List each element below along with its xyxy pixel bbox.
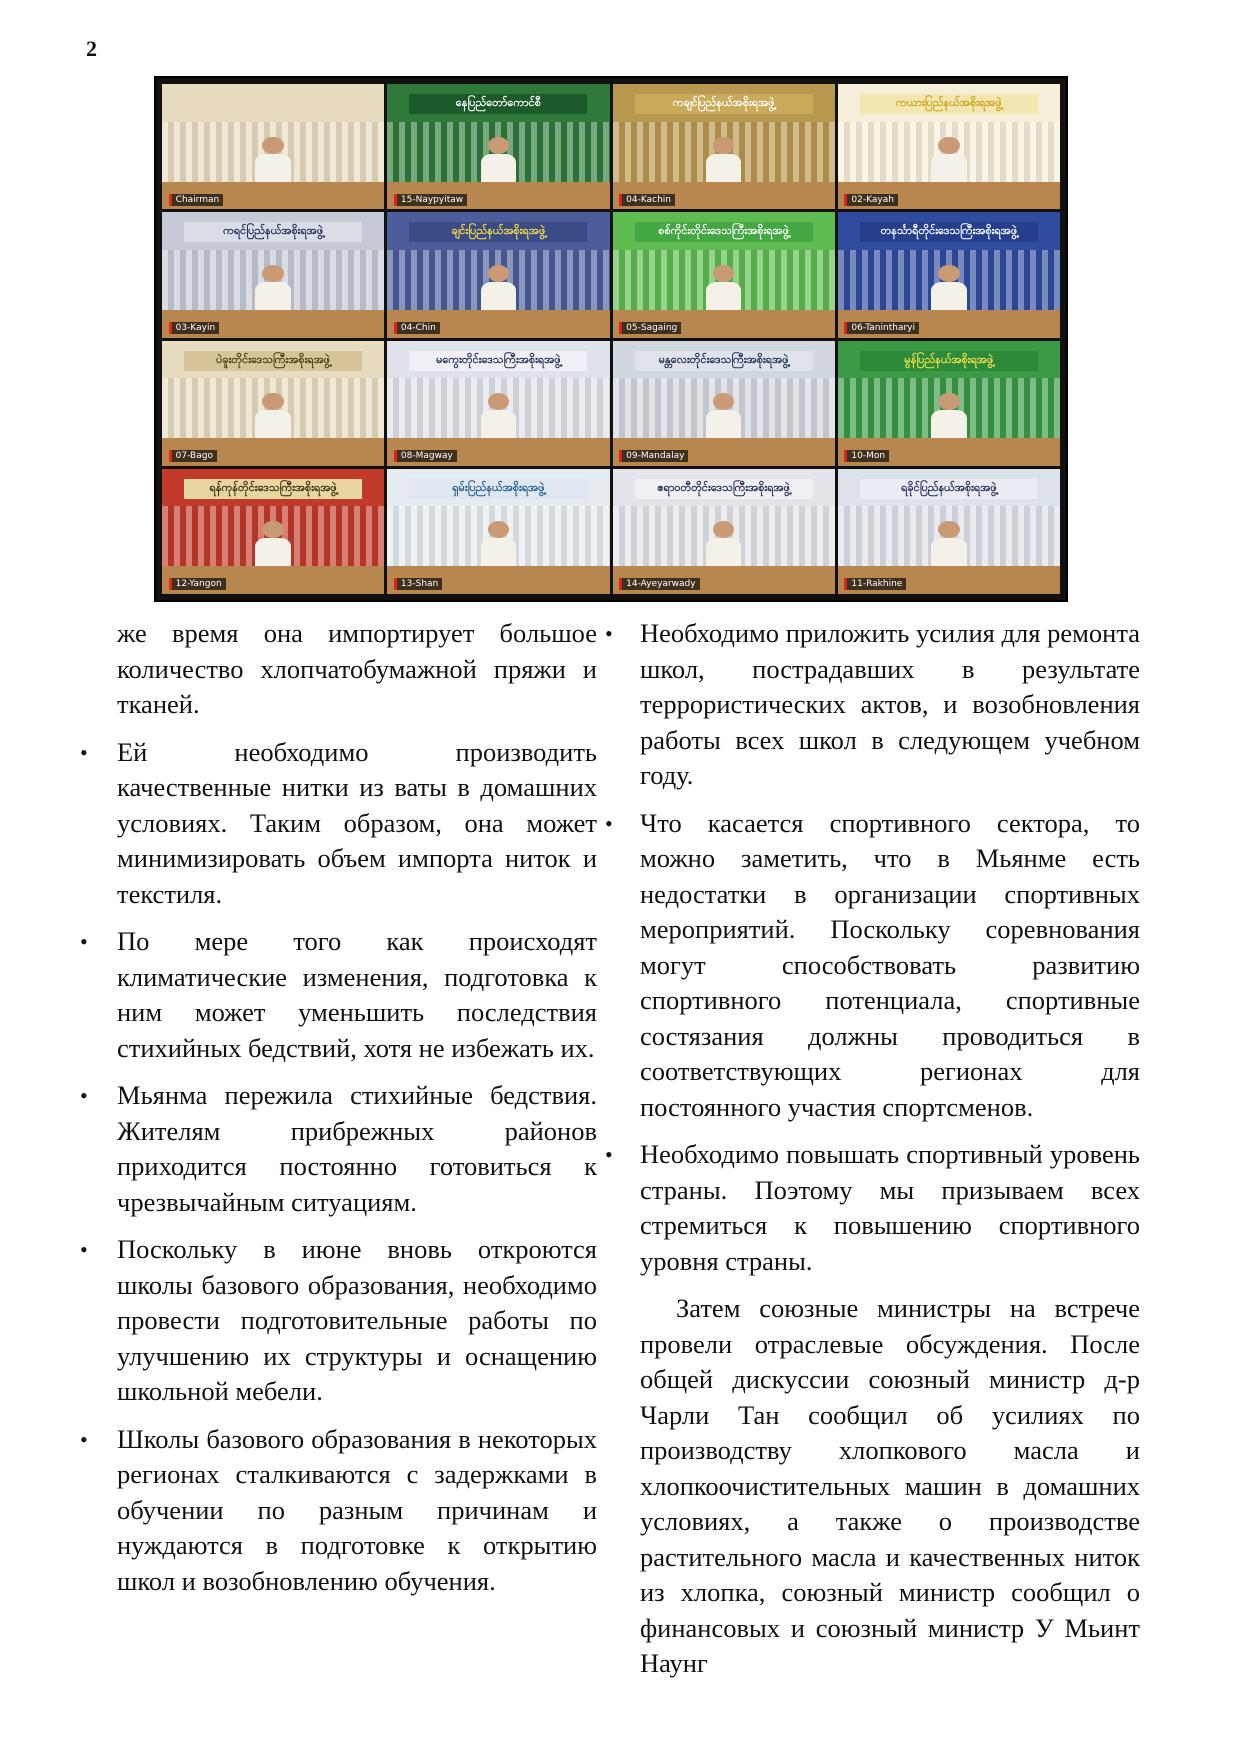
tile-name-tag: 02-Kayah xyxy=(844,194,898,206)
list-item xyxy=(605,616,1140,794)
participant-figure xyxy=(706,521,742,566)
list-item xyxy=(80,1078,597,1220)
tile-name-tag: 12-Yangon xyxy=(169,578,226,590)
tile-name-tag: 06-Tanintharyi xyxy=(844,322,919,334)
bullet-icon: • xyxy=(80,1426,88,1452)
list-item-text: Необходимо повышать спортивный уровень страны. Поэтому мы призываем всех стремиться к повышению спортивного уровня страны. xyxy=(640,1139,1140,1276)
list-item-text: По мере того как происходят климатические изменения, подготовка к ним может уменьшить последствия стихийных бедствий, хотя не избежать их. xyxy=(117,926,597,1063)
conference-tile xyxy=(613,469,835,594)
tile-name-tag: 03-Kayin xyxy=(169,322,220,334)
bullet-icon: • xyxy=(605,621,613,646)
bullet-icon: • xyxy=(605,1142,613,1167)
bullet-icon: • xyxy=(80,1237,88,1262)
list-item xyxy=(80,1232,597,1410)
list-item xyxy=(80,735,597,913)
participant-figure xyxy=(255,137,291,182)
list-item-text: Ей необходимо производить качественные нитки из ваты в домашних условиях. Таким образом, она может минимизировать объем импорта ниток и текстиля. xyxy=(117,736,597,909)
participant-figure xyxy=(706,137,742,182)
conference-tile xyxy=(387,341,609,466)
conference-tile xyxy=(387,469,609,594)
tile-banner: ရှမ်းပြည်နယ်အစိုးရအဖွဲ့ xyxy=(409,479,587,499)
left-bullet-list xyxy=(80,735,597,1600)
tile-banner: ကယားပြည်နယ်အစိုးရအဖွဲ့ xyxy=(860,94,1038,114)
tile-name-tag: 13-Shan xyxy=(394,578,442,590)
right-paragraph: Затем союзные министры на встрече провели отраслевые обсуждения. После общей дискуссии союзный министр д-р Чарли Тан сообщил об усилиях по производству хлопкового масла и хлопкоочистительных машин в домашних условиях, а также о производстве растительного масла и качественных ниток из хлопка, союзный министр сообщил о финансовых и союзный министр У Мьинт Наунг xyxy=(640,1293,1140,1678)
tile-banner: မန္တလေးတိုင်းဒေသကြီးအစိုးရအဖွဲ့ xyxy=(635,351,813,371)
conference-tile xyxy=(613,341,835,466)
tile-banner: နေပြည်တော်ကောင်စီ xyxy=(409,94,587,114)
tile-banner: ရန်ကုန်တိုင်းဒေသကြီးအစိုးရအဖွဲ့ xyxy=(184,479,362,499)
tile-name-tag: 05-Sagaing xyxy=(619,322,681,334)
list-item-text: Мьянма пережила стихийные бедствия. Жителям прибрежных районов приходится постоянно готовиться к чрезвычайным ситуациям. xyxy=(117,1080,597,1217)
participant-figure xyxy=(706,265,742,310)
conference-tile xyxy=(162,469,384,594)
tile-banner: စစ်ကိုင်းတိုင်းဒေသကြီးအစိုးရအဖွဲ့ xyxy=(635,222,813,242)
conference-tile xyxy=(838,84,1060,209)
tile-banner: တနင်္သာရီတိုင်းဒေသကြီးအစိုးရအဖွဲ့ xyxy=(860,222,1038,242)
tile-banner: ဧရာဝတီတိုင်းဒေသကြီးအစိုးရအဖွဲ့ xyxy=(635,479,813,499)
participant-figure xyxy=(255,265,291,310)
tile-banner: ကရင်ပြည်နယ်အစိုးရအဖွဲ့ xyxy=(184,222,362,242)
tile-banner: ချင်းပြည်နယ်အစိုးရအဖွဲ့ xyxy=(409,222,587,242)
conference-tile xyxy=(613,84,835,209)
participant-figure xyxy=(931,265,967,310)
participant-figure xyxy=(481,265,517,310)
page-number: 2 xyxy=(86,36,97,61)
bullet-icon: • xyxy=(80,739,88,765)
conference-tile xyxy=(838,212,1060,337)
list-item-text: Школы базового образования в некоторых регионах сталкиваются с задержками в обучении по разным причинам и нуждаются в подготовке к открытию школ и возобновлению обучения. xyxy=(117,1423,597,1596)
list-item xyxy=(605,806,1140,1126)
conference-tile xyxy=(162,341,384,466)
right-bullet-list xyxy=(605,616,1140,1279)
left-intro-paragraph: же время она импортирует большое количество хлопчатобумажной пряжи и тканей. xyxy=(117,618,597,719)
tile-name-tag: 11-Rakhine xyxy=(844,578,906,590)
tile-name-tag: Chairman xyxy=(169,194,224,206)
participant-figure xyxy=(481,521,517,566)
tile-name-tag: 09-Mandalay xyxy=(619,450,688,462)
tile-banner: မကွေးတိုင်းဒေသကြီးအစိုးရအဖွဲ့ xyxy=(409,351,587,371)
tile-name-tag: 15-Naypyitaw xyxy=(394,194,467,206)
tile-name-tag: 04-Kachin xyxy=(619,194,675,206)
conference-tile xyxy=(838,469,1060,594)
right-column xyxy=(605,604,1140,1682)
conference-tile xyxy=(613,212,835,337)
tile-banner: ကချင်ပြည်နယ်အစိုးရအဖွဲ့ xyxy=(635,94,813,114)
participant-figure xyxy=(931,521,967,566)
list-item xyxy=(605,1137,1140,1279)
conference-tile xyxy=(838,341,1060,466)
tile-banner: ရခိုင်ပြည်နယ်အစိုးရအဖွဲ့ xyxy=(860,479,1038,499)
participant-figure xyxy=(255,393,291,438)
conference-tile xyxy=(387,212,609,337)
bullet-icon: • xyxy=(80,929,88,954)
tile-banner: မွန်ပြည်နယ်အစိုးရအဖွဲ့ xyxy=(860,351,1038,371)
list-item-text: Что касается спортивного сектора, то можно заметить, что в Мьянме есть недостатки в организации спортивных мероприятий. Поскольку соревнования могут способствовать развитию спортивного потенциала, спортивные состязания должны проводиться в соответствующих регионах для постоянного участия спортсменов. xyxy=(640,807,1140,1122)
tile-name-tag: 14-Ayeyarwady xyxy=(619,578,699,590)
participant-figure xyxy=(706,393,742,438)
participant-figure xyxy=(481,137,517,182)
tile-name-tag: 04-Chin xyxy=(394,322,440,334)
bullet-icon: • xyxy=(605,810,613,836)
list-item xyxy=(80,924,597,1066)
left-column xyxy=(80,616,597,1599)
tile-name-tag: 07-Bago xyxy=(169,450,217,462)
tile-banner: ပဲခူးတိုင်းဒေသကြီးအစိုးရအဖွဲ့ xyxy=(184,351,362,371)
conference-tile xyxy=(162,84,384,209)
conference-tile xyxy=(387,84,609,209)
tile-name-tag: 08-Magway xyxy=(394,450,457,462)
participant-figure xyxy=(931,393,967,438)
participant-figure xyxy=(255,521,291,566)
list-item xyxy=(80,1422,597,1600)
tile-name-tag: 10-Mon xyxy=(844,450,889,462)
list-item-text: Необходимо приложить усилия для ремонта школ, пострадавших в результате террористических актов, и возобновления работы всех школ в следующем учебном году. xyxy=(640,618,1140,790)
list-item-text: Поскольку в июне вновь откроются школы базового образования, необходимо провести подготовительные работы по улучшению их структуры и оснащению школьной мебели. xyxy=(117,1234,597,1406)
video-conference-photo xyxy=(154,76,1068,602)
conference-tile xyxy=(162,212,384,337)
participant-figure xyxy=(481,393,517,438)
participant-figure xyxy=(931,137,967,182)
bullet-icon: • xyxy=(80,1083,88,1108)
